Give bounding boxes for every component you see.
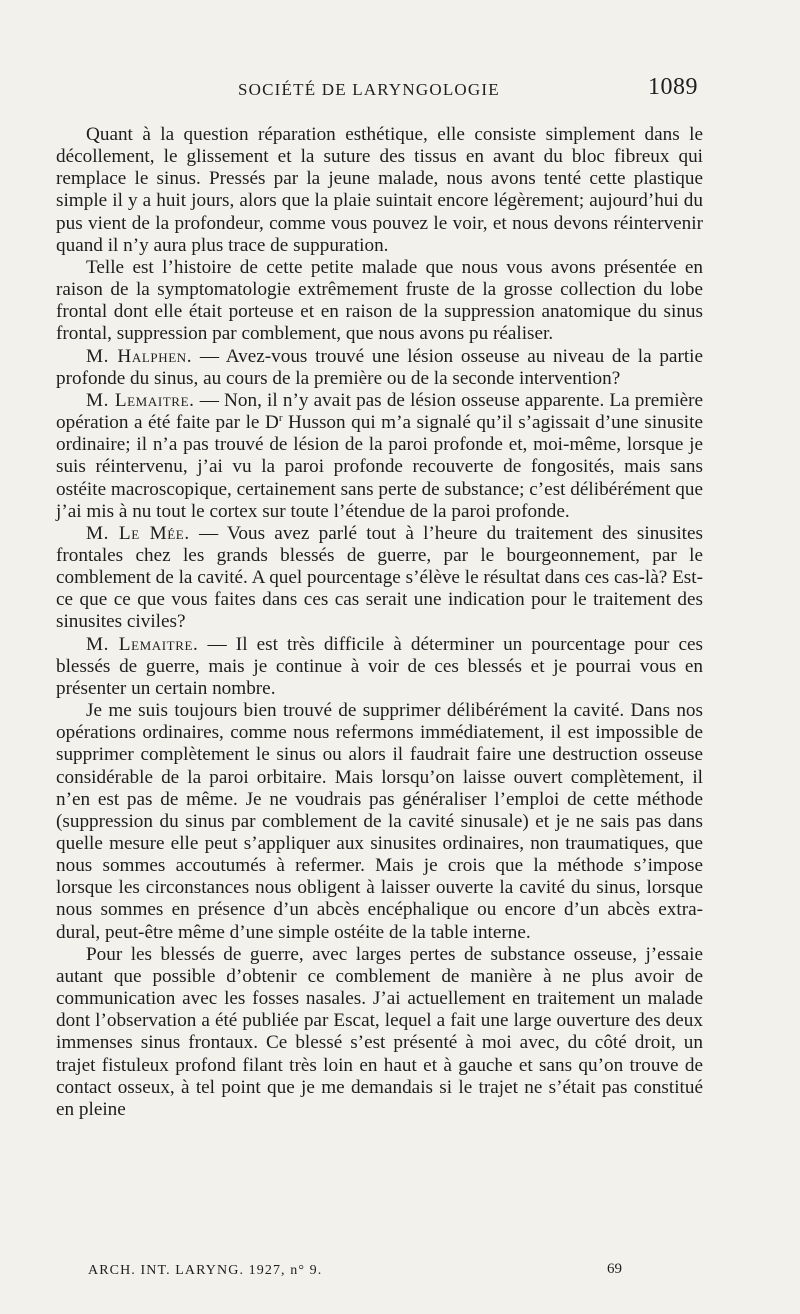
signature-mark: 69: [607, 1261, 622, 1277]
paragraph-text: Quant à la question réparation esthétique, elle consiste simplement dans le décollement, le glissement et la suture des tissus en avant du bloc fibreux qui remplace le sinus. Pressés par la jeune malade, nous avons tenté cette plastique simple il y a huit jours, alors que la plaie suintait encore légèrement; aujourd’hui du pus vient de la profondeur, comme vous pouvez le voir, et nous devons réintervenir quand il n’y aura plus trace de suppuration.: [56, 124, 703, 256]
paragraph-1: [56, 124, 703, 257]
paragraph-6: [56, 634, 703, 700]
paragraph-text: Je me suis toujours bien trouvé de supprimer délibérément la cavité. Dans nos opérations ordinaires, comme nous refermons immédiatement, il est impossible de supprimer complètement le sinus ou alors il faudrait faire une destruction osseuse considérable de la paroi orbitaire. Mais lorsqu’on laisse ouvert complètement, il n’en est pas de même. Je ne voudrais pas généraliser l’emploi de cette méthode (suppression du sinus par comblement de la cavité sinusale) et je ne sais pas dans quelle mesure elle peut s’appliquer aux sinusites ordinaires, non traumatiques, que nous sommes accoutumés à refermer. Mais je crois que la méthode s’impose lorsque les circonstances nous obligent à laisser ouverte la cavité du sinus, lorsque nous sommes en présence d’un abcès encéphalique ou encore d’un abcès extra-dural, peut-être même d’une simple ostéite de la table interne.: [56, 700, 703, 943]
paragraph-text: Telle est l’histoire de cette petite malade que nous vous avons présentée en raison de la symptomatologie extrêmement fruste de la grosse collection du lobe frontal dont elle était porteuse et en raison de la suppression anatomique du sinus frontal, suppression par comblement, que nous avons pu réaliser.: [56, 256, 703, 345]
paragraph-text: Pour les blessés de guerre, avec larges pertes de substance osseuse, j’essaie autant que possible d’obtenir ce comblement de manière à ne plus avoir de communication avec les fosses nasales. J’ai actuellement en traitement un malade dont l’observation a été publiée par Escat, lequel a fait une large ouverture des deux immenses sinus frontaux. Ce blessé s’est présenté à moi avec, du côté droit, un trajet fistuleux profond filant très loin en haut et à gauche et sans qu’on trouve de contact osseux, à tel point que je me demandais si le trajet ne s’était pas constitué en pleine: [56, 943, 703, 1120]
paragraph-text: Husson qui m’a signalé qu’il s’agissait d’une sinusite ordinaire; il n’a pas trouvé de lésion de la paroi profonde et, moi-même, lorsque je suis réintervenu, j’ai vu la paroi profonde recouverte de fongosités, mais sans ostéite macroscopique, certainement sans perte de substance; c’est délibérément que j’ai mis à nu tout le cortex sur toute l’étendue de la paroi profonde.: [56, 412, 703, 522]
paragraph-8: [56, 944, 703, 1121]
body-text: [56, 124, 703, 1121]
speaker-name: M. Le Mée.: [86, 522, 190, 544]
speaker-name: M. Lemaitre.: [86, 633, 199, 655]
running-title: SOCIÉTÉ DE LARYNGOLOGIE: [238, 80, 500, 99]
journal-reference: ARCH. INT. LARYNG. 1927, n° 9.: [88, 1263, 323, 1278]
speaker-name: M. Lemaitre.: [86, 389, 195, 411]
running-header: [60, 74, 700, 106]
paragraph-3: [56, 346, 703, 390]
paragraph-7: [56, 700, 703, 944]
paragraph-text: — Vous avez parlé tout à l’heure du traitement des sinusites frontales chez les grands blessés de guerre, par le bourgeonnement, par le comblement de la cavité. A quel pourcentage s’élève le résultat dans ces cas-là? Est-ce que ce que vous faites dans ces cas serait une indication pour le traitement des sinusites civiles?: [56, 522, 703, 633]
paragraph-text: — Il est très difficile à déterminer un pourcentage pour ces blessés de guerre, mais je continue à voir de ces blessés et je pourrai vous en présenter un certain nombre.: [56, 633, 703, 699]
paragraph-5: [56, 523, 703, 634]
speaker-name: M. Halphen.: [86, 345, 193, 367]
paragraph-text: — Avez-vous trouvé une lésion osseuse au niveau de la partie profonde du sinus, au cours de la première ou de la seconde intervention?: [56, 345, 704, 389]
paragraph-2: [56, 257, 703, 346]
paragraph-4: [56, 390, 703, 523]
page-footer: [60, 1263, 700, 1285]
page-number: 1089: [648, 74, 698, 100]
superscript: r: [278, 412, 283, 425]
paragraph-text: — Non, il n’y avait pas de lésion osseuse apparente. La première opération a été faite par le D: [56, 389, 703, 434]
